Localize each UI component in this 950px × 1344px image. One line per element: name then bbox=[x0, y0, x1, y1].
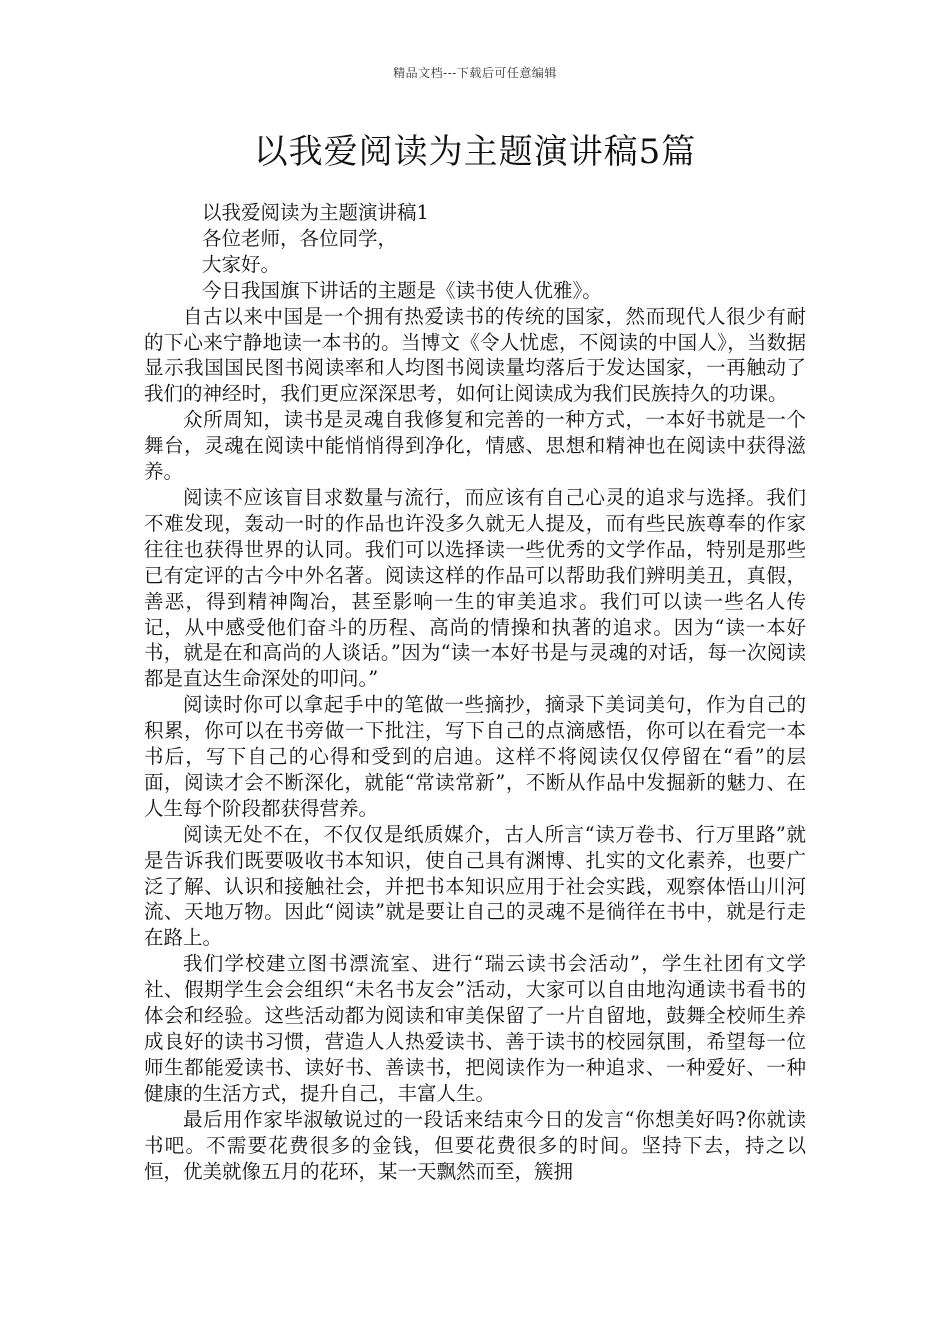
paragraph: 阅读不应该盲目求数量与流行，而应该有自己心灵的追求与选择。我们不难发现，轰动一时的作品也许没多久就无人提及，而有些民族尊奉的作家往往也获得世界的认同。我们可以选择读一些优秀的文学作品，特别是那些已有定评的古今中外名著。阅读这样的作品可以帮助我们辨明美丑，真假，善恶，得到精神陶冶，甚至影响一生的审美追求。我们可以读一些名人传记，从中感受他们奋斗的历程、高尚的情操和执著的追求。因为“读一本好书，就是在和高尚的人谈话。”因为“读一本好书是与灵魂的对话，每一次阅读都是直达生命深处的叩问。” bbox=[144, 485, 806, 691]
paragraph: 众所周知，读书是灵魂自我修复和完善的一种方式，一本好书就是一个舞台，灵魂在阅读中能悄悄得到净化，情感、思想和精神也在阅读中获得滋养。 bbox=[144, 408, 806, 484]
greeting: 大家好。 bbox=[202, 252, 281, 276]
speech-subtitle: 以我爱阅读为主题演讲稿1 bbox=[202, 201, 429, 224]
paragraph: 阅读时你可以拿起手中的笔做一些摘抄，摘录下美词美句，作为自己的积累，你可以在书旁做一下批注，写下自己的点滴感悟，你可以在看完一本书后，写下自己的心得和受到的启迪。这样不将阅读仅仅停留在“看”的层面，阅读才会不断深化，就能“常读常新”，不断从作品中发掘新的魅力、在人生每个阶段都获得营养。 bbox=[144, 693, 806, 820]
document-body bbox=[144, 200, 806, 1184]
paragraph: 我们学校建立图书漂流室、进行“瑞云读书会活动”，学生社团有文学社、假期学生会会组织“未名书友会”活动，大家可以自由地沟通读书看书的体会和经验。这些活动都为阅读和审美保留了一片自留地，鼓舞全校师生养成良好的读书习惯，营造人人热爱读书、善于读书的校园氛围，希望每一位师生都能爱读书、读好书、善读书，把阅读作为一种追求、一种爱好、一种健康的生活方式，提升自己，丰富人生。 bbox=[144, 952, 806, 1105]
paragraph: 最后用作家毕淑敏说过的一段话来结束今日的发言“你想美好吗?你就读书吧。不需要花费很多的金钱，但要花费很多的时间。坚持下去，持之以恒，优美就像五月的花环，某一天飘然而至，簇拥 bbox=[144, 1107, 806, 1183]
speech-topic: 今日我国旗下讲话的主题是《读书使人优雅》。 bbox=[202, 278, 602, 302]
document-title: 以我爱阅读为主题演讲稿5篇 bbox=[253, 132, 697, 172]
header-note: 精品文档---下载后可任意编辑 bbox=[393, 66, 557, 80]
salutation: 各位老师，各位同学， bbox=[202, 226, 398, 250]
paragraph: 阅读无处不在，不仅仅是纸质媒介，古人所言“读万卷书、行万里路”就是告诉我们既要吸收书本知识，使自己具有渊博、扎实的文化素养，也要广泛了解、认识和接触社会，并把书本知识应用于社会实践，观察体悟山川河流、天地万物。因此“阅读”就是要让自己的灵魂不是徜徉在书中，就是行走在路上。 bbox=[144, 822, 806, 950]
paragraph: 自古以来中国是一个拥有热爱读书的传统的国家，然而现代人很少有耐的下心来宁静地读一本书的。当博文《令人忧虑，不阅读的中国人》，当数据显示我国国民图书阅读率和人均图书阅读量均落后于发达国家，一再触动了我们的神经时，我们更应深深思考，如何让阅读成为我们民族持久的功课。 bbox=[144, 304, 806, 406]
